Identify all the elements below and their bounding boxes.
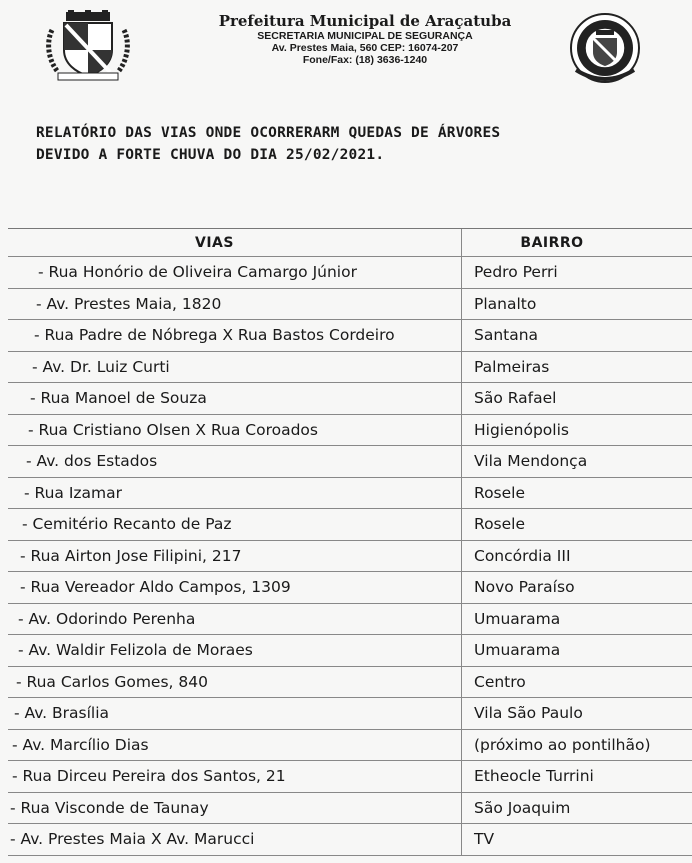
bairro-cell: Vila São Paulo	[474, 704, 583, 723]
table-row	[8, 383, 692, 415]
bairro-cell: Centro	[474, 672, 526, 691]
bairro-cell: São Rafael	[474, 389, 557, 408]
bairro-cell: Novo Paraíso	[474, 578, 575, 597]
table-row	[8, 730, 692, 762]
via-cell: - Av. Waldir Felizola de Moraes	[8, 635, 462, 666]
bairro-cell: Umuarama	[474, 641, 561, 660]
table-row	[8, 761, 692, 793]
table-row	[8, 667, 692, 699]
table-row	[8, 509, 692, 541]
phone: Fone/Fax: (18) 3636-1240	[302, 54, 428, 66]
letterhead	[190, 12, 540, 66]
bairro-cell: Palmeiras	[474, 357, 550, 376]
table-row	[8, 289, 692, 321]
header-vias: VIAS	[8, 229, 462, 256]
via-cell: - Av. Prestes Maia, 1820	[8, 289, 462, 320]
via-cell: - Rua Izamar	[8, 478, 462, 509]
bairro-cell: Concórdia III	[474, 546, 571, 565]
via-cell: - Rua Carlos Gomes, 840	[8, 667, 462, 698]
via-cell: - Rua Cristiano Olsen X Rua Coroados	[8, 415, 462, 446]
report-title	[36, 122, 676, 166]
via-cell: - Rua Airton Jose Filipini, 217	[8, 541, 462, 572]
bairro-cell: Vila Mendonça	[474, 452, 588, 471]
table-row	[8, 478, 692, 510]
bairro-cell: São Joaquim	[474, 798, 571, 817]
via-cell: - Rua Dirceu Pereira dos Santos, 21	[8, 761, 462, 792]
bairro-cell: Planalto	[474, 294, 537, 313]
bairro-cell: Rosele	[474, 483, 526, 502]
report-title-line2: DEVIDO A FORTE CHUVA DO DIA 25/02/2021.	[36, 147, 385, 163]
report-title-line1: RELATÓRIO DAS VIAS ONDE OCORRERARM QUEDAS DE ÁRVORES	[36, 125, 501, 141]
via-cell: - Av. Odorindo Perenha	[8, 604, 462, 635]
via-cell: - Av. dos Estados	[8, 446, 462, 477]
header-bairro: BAIRRO	[520, 234, 584, 251]
org-name: Prefeitura Municipal de Araçatuba	[218, 12, 512, 30]
table-row	[8, 415, 692, 447]
table-row	[8, 793, 692, 825]
table-row	[8, 541, 692, 573]
via-cell: - Rua Visconde de Taunay	[8, 793, 462, 824]
via-cell: - Av. Dr. Luiz Curti	[8, 352, 462, 383]
table-row	[8, 698, 692, 730]
table-row	[8, 572, 692, 604]
table-row	[8, 824, 692, 856]
table-row	[8, 320, 692, 352]
via-cell: - Rua Manoel de Souza	[8, 383, 462, 414]
via-cell: - Av. Prestes Maia X Av. Marucci	[8, 824, 462, 855]
bairro-cell: Rosele	[474, 515, 526, 534]
via-cell: - Rua Vereador Aldo Campos, 1309	[8, 572, 462, 603]
via-cell: - Cemitério Recanto de Paz	[8, 509, 462, 540]
via-cell: - Av. Marcílio Dias	[8, 730, 462, 761]
bairro-cell: Higienópolis	[474, 420, 569, 439]
address: Av. Prestes Maia, 560 CEP: 16074-207	[271, 42, 459, 54]
via-cell: - Rua Padre de Nóbrega X Rua Bastos Cordeiro	[8, 320, 462, 351]
via-cell: - Av. Brasília	[8, 698, 462, 729]
security-seal-icon	[566, 12, 644, 86]
bairro-cell: Etheocle Turrini	[474, 767, 594, 786]
bairro-cell: Umuarama	[474, 609, 561, 628]
streets-table	[8, 228, 692, 856]
table-row	[8, 352, 692, 384]
via-cell: - Rua Honório de Oliveira Camargo Júnior	[8, 257, 462, 288]
department-name: SECRETARIA MUNICIPAL DE SEGURANÇA	[257, 30, 473, 42]
table-row	[8, 257, 692, 289]
table-row	[8, 446, 692, 478]
bairro-cell: Santana	[474, 326, 539, 345]
municipal-crest-icon	[44, 10, 132, 82]
table-header	[8, 229, 692, 257]
bairro-cell: TV	[474, 830, 495, 849]
bairro-cell: Pedro Perri	[474, 263, 558, 282]
table-row	[8, 604, 692, 636]
table-row	[8, 635, 692, 667]
bairro-cell: (próximo ao pontilhão)	[474, 735, 651, 754]
